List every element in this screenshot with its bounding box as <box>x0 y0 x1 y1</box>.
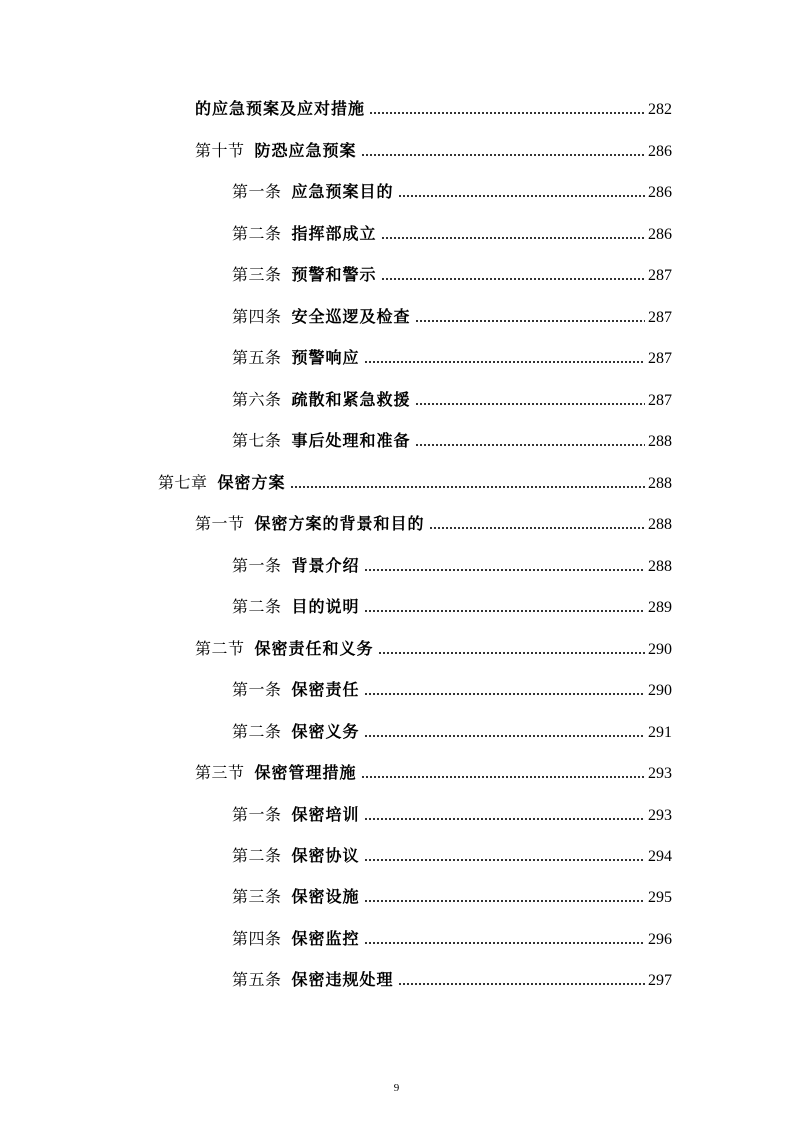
toc-entry[interactable] <box>195 97 672 121</box>
toc-entry-number: 第一节 <box>195 514 245 533</box>
toc-entry-number: 第二条 <box>232 846 282 865</box>
toc-entry-page: 293 <box>648 807 672 824</box>
toc-entry[interactable] <box>232 429 672 453</box>
toc-entry-title: 疏散和紧急救援 <box>291 390 411 409</box>
toc-entry-title: 保密责任 <box>291 680 360 699</box>
toc-entry-number: 第二条 <box>232 224 282 243</box>
toc-entry-page: 287 <box>648 350 672 367</box>
toc-entry-title: 保密设施 <box>291 887 360 906</box>
toc-entry-number: 第一条 <box>232 805 282 824</box>
toc-entry-title: 保密义务 <box>291 722 360 741</box>
toc-entry-number: 第一条 <box>232 182 282 201</box>
toc-entry[interactable] <box>232 388 672 412</box>
dot-leader <box>398 982 645 986</box>
toc-entry-title: 应急预案目的 <box>291 182 394 201</box>
dot-leader <box>429 526 645 530</box>
toc-entry-number: 第一条 <box>232 680 282 699</box>
toc-entry-title: 背景介绍 <box>291 556 360 575</box>
toc-entry[interactable] <box>232 885 672 909</box>
toc-entry-page: 294 <box>648 848 672 865</box>
toc-entry[interactable] <box>232 180 672 204</box>
dot-leader <box>364 858 645 862</box>
toc-entry-page: 287 <box>648 267 672 284</box>
toc-entry[interactable] <box>158 471 672 495</box>
toc-entry-number: 第四条 <box>232 929 282 948</box>
dot-leader <box>364 899 645 903</box>
dot-leader <box>415 402 645 406</box>
toc-entry-title: 的应急预案及应对措施 <box>195 99 366 118</box>
dot-leader <box>361 775 645 779</box>
toc-entry-page: 282 <box>648 101 672 118</box>
toc-entry-number: 第二条 <box>232 722 282 741</box>
toc-entry[interactable] <box>195 637 672 661</box>
toc-entry[interactable] <box>232 678 672 702</box>
dot-leader <box>361 153 645 157</box>
toc-entry[interactable] <box>232 844 672 868</box>
toc-entry-page: 290 <box>648 641 672 658</box>
toc-entry-number: 第七章 <box>158 473 208 492</box>
dot-leader <box>364 568 645 572</box>
dot-leader <box>378 651 645 655</box>
toc-entry-page: 288 <box>648 475 672 492</box>
toc-entry-page: 286 <box>648 226 672 243</box>
dot-leader <box>381 277 645 281</box>
toc-entry-number: 第一条 <box>232 556 282 575</box>
dot-leader <box>415 443 645 447</box>
toc-entry[interactable] <box>232 305 672 329</box>
toc-entry[interactable] <box>232 346 672 370</box>
toc-entry-number: 第三节 <box>195 763 245 782</box>
toc-entry-number: 第四条 <box>232 307 282 326</box>
dot-leader <box>398 194 645 198</box>
toc-entry-page: 296 <box>648 931 672 948</box>
toc-entry[interactable] <box>232 222 672 246</box>
toc-entry-page: 288 <box>648 433 672 450</box>
toc-entry-page: 286 <box>648 184 672 201</box>
toc-entry-title: 安全巡逻及检查 <box>291 307 411 326</box>
toc-entry-page: 295 <box>648 889 672 906</box>
toc-entry-number: 第二条 <box>232 597 282 616</box>
toc-entry-title: 保密违规处理 <box>291 970 394 989</box>
toc-entry-title: 保密方案 <box>217 473 286 492</box>
toc-entry-page: 293 <box>648 765 672 782</box>
dot-leader <box>381 236 645 240</box>
toc-entry-number: 第十节 <box>195 141 245 160</box>
toc-entry-number: 第五条 <box>232 970 282 989</box>
toc-entry-page: 287 <box>648 309 672 326</box>
dot-leader <box>290 485 645 489</box>
toc-entry-title: 保密监控 <box>291 929 360 948</box>
toc-entry-title: 事后处理和准备 <box>291 431 411 450</box>
toc-entry-page: 291 <box>648 724 672 741</box>
toc-entry[interactable] <box>232 554 672 578</box>
toc-entry-title: 指挥部成立 <box>291 224 377 243</box>
toc-entry-number: 第五条 <box>232 348 282 367</box>
dot-leader <box>364 734 645 738</box>
toc-entry[interactable] <box>232 803 672 827</box>
dot-leader <box>364 941 645 945</box>
toc-entry[interactable] <box>232 595 672 619</box>
toc-entry-page: 290 <box>648 682 672 699</box>
toc-entry-number: 第七条 <box>232 431 282 450</box>
toc-entry-page: 288 <box>648 558 672 575</box>
toc-entry-number: 第六条 <box>232 390 282 409</box>
dot-leader <box>364 817 645 821</box>
toc-entry-title: 保密培训 <box>291 805 360 824</box>
dot-leader <box>364 692 645 696</box>
toc-entry[interactable] <box>232 927 672 951</box>
toc-entry[interactable] <box>232 720 672 744</box>
dot-leader <box>369 111 645 115</box>
toc-entry[interactable] <box>232 263 672 287</box>
toc-entry-page: 297 <box>648 972 672 989</box>
toc-entry[interactable] <box>195 512 672 536</box>
toc-entry-title: 预警和警示 <box>291 265 377 284</box>
toc-entry[interactable] <box>195 761 672 785</box>
toc-entry-title: 目的说明 <box>291 597 360 616</box>
dot-leader <box>415 319 645 323</box>
toc-entry-page: 289 <box>648 599 672 616</box>
toc-entry-title: 预警响应 <box>291 348 360 367</box>
toc-entry-number: 第三条 <box>232 887 282 906</box>
toc-entry-title: 防恐应急预案 <box>254 141 357 160</box>
toc-entry-title: 保密管理措施 <box>254 763 357 782</box>
toc-entry[interactable] <box>232 968 672 992</box>
dot-leader <box>364 360 645 364</box>
toc-entry-number: 第二节 <box>195 639 245 658</box>
toc-entry-page: 286 <box>648 143 672 160</box>
toc-entry-page: 287 <box>648 392 672 409</box>
page-footer-number: 9 <box>393 1082 400 1094</box>
toc-entry-title: 保密责任和义务 <box>254 639 374 658</box>
toc-entry-title: 保密协议 <box>291 846 360 865</box>
toc-entry-page: 288 <box>648 516 672 533</box>
toc-entry-title: 保密方案的背景和目的 <box>254 514 425 533</box>
toc-entry-number: 第三条 <box>232 265 282 284</box>
dot-leader <box>364 609 645 613</box>
toc-entry[interactable] <box>195 139 672 163</box>
